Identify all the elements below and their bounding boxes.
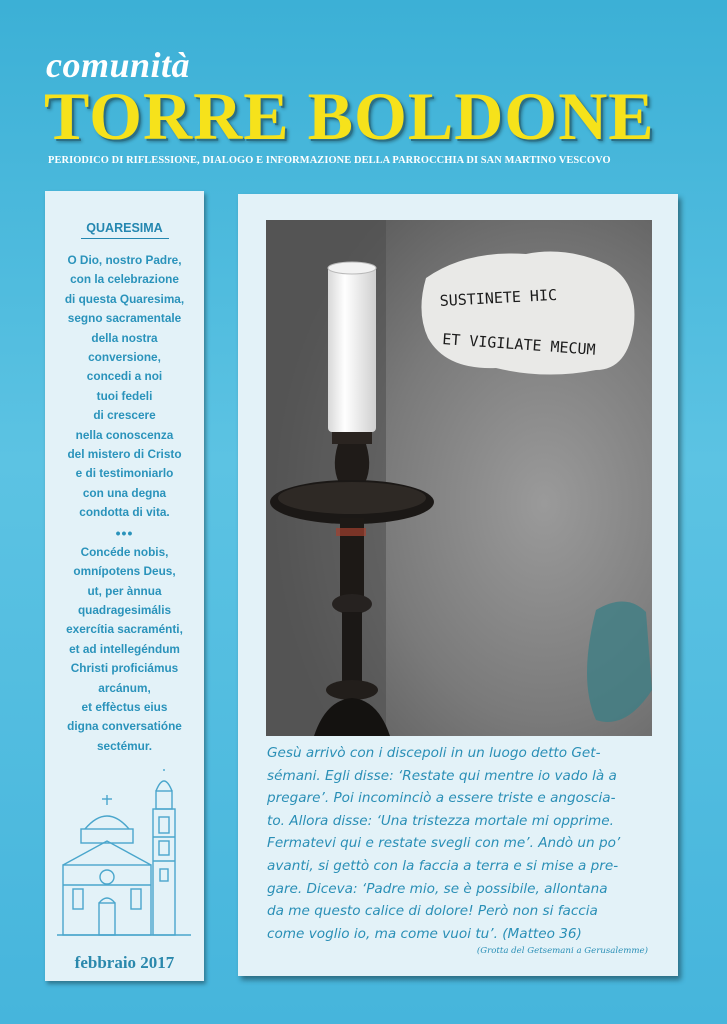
caption-line: to. Allora disse: ‘Una tristezza mortale mi opprime. xyxy=(267,812,614,829)
latin-line: omnípotens Deus, xyxy=(73,564,176,579)
prayer-line: conversione, xyxy=(88,350,161,365)
latin-line: et effèctus eius xyxy=(81,699,168,714)
latin-line: ut, per ànnua xyxy=(87,583,162,598)
photo-credit: (Grotta del Getsemani a Gerusalemme) xyxy=(476,946,648,956)
church-illustration xyxy=(55,769,195,939)
separator-dots: ••• xyxy=(115,524,134,541)
prayer-line: concedi a noi xyxy=(86,369,163,384)
caption-text xyxy=(267,742,651,945)
issue-date: febbraio 2017 xyxy=(74,953,175,972)
masthead-title: TORRE BOLDONE xyxy=(44,78,655,154)
prayer-line: condotta di vita. xyxy=(79,505,170,520)
wall-inscription-1: SUSTINETE HIC xyxy=(439,285,558,310)
caption-line: pregare’. Poi incominciò a essere triste e angosciа- xyxy=(267,790,616,807)
caption-line: avanti, si gettò con la faccia a terra e si mise a pre- xyxy=(267,857,619,874)
latin-line: et ad intellegéndum xyxy=(69,641,180,656)
prayer-line: di crescere xyxy=(93,408,156,423)
latin-line: arcánum, xyxy=(98,680,151,695)
sidebar-panel xyxy=(45,191,204,981)
caption-line: da me questo calice di dolore! Però non si faccia xyxy=(267,903,598,920)
prayer-line: segno sacramentale xyxy=(67,311,182,326)
sidebar-heading: QUARESIMA xyxy=(81,221,169,239)
prayer-line: nella conoscenza xyxy=(75,427,174,442)
caption-line: come voglio io, ma come vuoi tu’. (Matteo 36) xyxy=(267,925,582,942)
latin-line: exercítia sacraménti, xyxy=(66,622,183,637)
candle-photo-illustration xyxy=(266,220,652,736)
prayer-block xyxy=(45,251,204,756)
latin-line: quadragesimális xyxy=(77,602,172,617)
caption-line: Gesù arrivò con i discepoli in un luogo detto Get- xyxy=(267,745,601,761)
latin-line: digna conversatióne xyxy=(67,719,182,734)
latin-line: sectémur. xyxy=(96,738,153,753)
caption-line: Fermatevi qui e restate svegli con me’. Andò un po’ xyxy=(267,835,621,852)
prayer-line: del mistero di Cristo xyxy=(67,447,182,462)
prayer-line: O Dio, nostro Padre, xyxy=(67,253,182,267)
prayer-line: di questa Quaresima, xyxy=(64,291,185,306)
masthead-small-title: comunità xyxy=(46,45,191,85)
main-panel xyxy=(238,194,678,976)
latin-line: Concéde nobis, xyxy=(80,544,169,559)
wall-inscription-2: ET VIGILATE MECUM xyxy=(441,330,597,359)
prayer-line: e di testimoniarlo xyxy=(75,466,174,481)
prayer-line: con una degna xyxy=(82,485,167,500)
latin-line: Christi proficiámus xyxy=(70,661,179,676)
masthead-subtitle: PERIODICO DI RIFLESSIONE, DIALOGO E INFORMAZIONE DELLA PARROCCHIA DI SAN MARTINO VESCOVO xyxy=(48,155,611,166)
prayer-line: della nostra xyxy=(91,330,158,345)
caption-line: gare. Diceva: ‘Padre mio, se è possibile, allontana xyxy=(267,880,608,897)
cover-photo xyxy=(266,220,652,736)
prayer-line: con la celebrazione xyxy=(70,272,179,287)
caption-line: sémani. Egli disse: ‘Restate qui mentre io vado là a xyxy=(267,767,617,784)
prayer-line: tuoi fedeli xyxy=(96,388,153,403)
